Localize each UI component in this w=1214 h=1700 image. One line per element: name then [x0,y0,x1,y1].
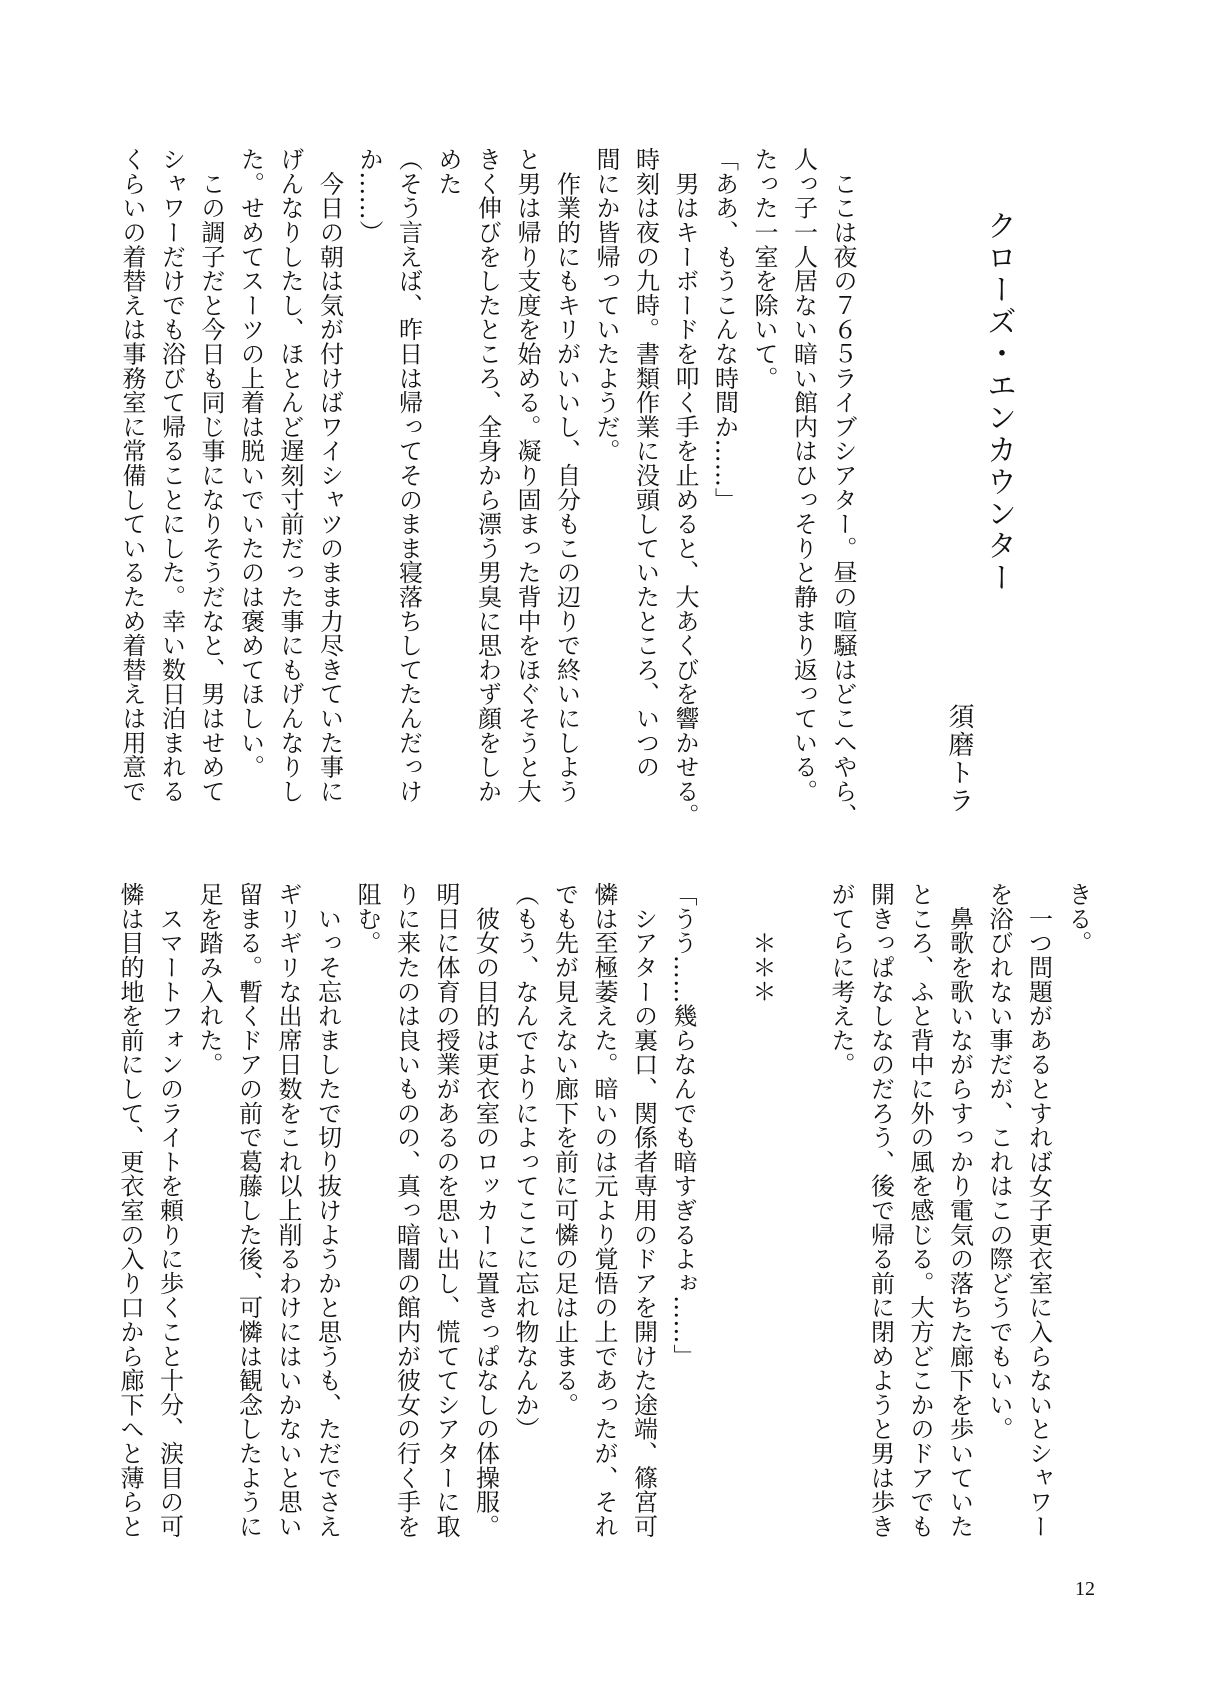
text-line: 一つ問題があるとすれば女子更衣室に入らないとシャワー [1024,882,1053,1539]
text-line: でも先が見えない廊下を前に可憐の足は止まる。 [550,882,579,1417]
text-line: 憐は至極萎えた。暗いのは元より覚悟の上であったが、それ [590,882,618,1539]
text-line: 人っ子一人居ない暗い館内はひっそりと静まり返っている。 [789,147,818,804]
text-line: たった一室を除いて。 [750,147,778,390]
text-line: か……） [355,147,383,245]
page-number: 12 [1075,1578,1095,1600]
text-line [781,882,821,1572]
text-line: た。せめてスーツの上着は脱いでいたのは褒めてほしい。 [236,147,265,779]
text-line: がてらに考えた。 [827,882,855,1077]
text-line: ところ、ふと背中に外の風を感じる。大方どこかのドアでも [906,882,934,1539]
text-line: 鼻歌を歌いながらすっかり電気の落ちた廊下を歩いていた [945,882,974,1539]
text-line: 作業的にもキリがいいし、自分もこの辺りで終いにしよう [552,147,581,804]
body-text-upper [112,147,863,837]
text-line: （もう、なんでよりによってここに忘れ物なんか） [511,882,539,1441]
text-line: この調子だと今日も同じ事になりそうだなと、男はせめて [197,147,225,804]
text-line: 憐は目的地を前にして、更衣室の入り口から廊下へと薄らと [116,882,144,1539]
body-text-lower [110,882,1098,1572]
text-line: 間にか皆帰っていたようだ。 [592,147,620,463]
text-line: 「ああ、もうこんな時間か……」 [710,147,739,512]
text-line: ギリギリな出席日数をこれ以上削るわけにはいかないと思い [274,882,302,1539]
text-line: 留まる。暫くドアの前で葛藤した後、可憐は観念したように [234,882,263,1539]
text-line: スマートフォンのライトを頼りに歩くこと十分、涙目の可 [155,882,184,1539]
story-title: クローズ・エンカウンター [981,210,1016,594]
text-line: 足を踏み入れた。 [195,882,223,1077]
text-line: ＊＊＊ [748,882,776,1004]
text-line: 開きっぱなしなのだろう、後で帰る前に閉めようと男は歩き [866,882,895,1539]
text-line: 「うう……幾らなんでも暗すぎるよぉ……」 [669,882,697,1368]
text-line: 今日の朝は気が付けばワイシャツのまま力尽きていた事に [315,147,344,804]
text-line: めた [434,147,462,196]
text-line: 彼女の目的は更衣室のロッカーに置きっぱなしの体操服。 [471,882,500,1539]
text-line: いっそ忘れましたで切り抜けようかと思うも、ただでさえ [313,882,342,1539]
text-line: きく伸びをしたところ、全身から漂う男臭に思わず顔をしか [473,147,502,804]
text-line: （そう言えば、昨日は帰ってそのまま寝落ちしてたんだっけ [394,147,423,804]
text-line: 男はキーボードを叩く手を止めると、大あくびを響かせる。 [671,147,699,828]
text-line: きる。 [1064,882,1092,955]
text-line: 阻む。 [353,882,381,955]
text-line: シャワーだけでも浴びて帰ることにした。幸い数日泊まれる [157,147,186,804]
text-line: げんなりしたし、ほとんど遅刻寸前だった事にもげんなりし [276,147,304,804]
text-line: くらいの着替えは事務室に常備しているため着替えは用意で [118,147,146,804]
text-line: りに来たのは良いものの、真っ暗闇の館内が彼女の行く手を [392,882,421,1539]
text-line [702,882,742,1572]
text-line: を浴びれない事だが、これはこの際どうでもいい。 [985,882,1013,1441]
text-line: 明日に体育の授業があるのを思い出し、慌ててシアターに取 [432,882,460,1539]
text-line: 時刻は夜の九時。書類作業に没頭していたところ、いつの [631,147,660,779]
text-line: シアターの裏口、関係者専用のドアを開けた途端、篠宮可 [629,882,658,1539]
text-line: と男は帰り支度を始める。凝り固まった背中をほぐそうと大 [513,147,541,804]
author-name: 須磨トラ [944,703,974,815]
text-line: ここは夜の７６５ライブシアター。昼の喧騒はどこへやら、 [829,147,857,828]
